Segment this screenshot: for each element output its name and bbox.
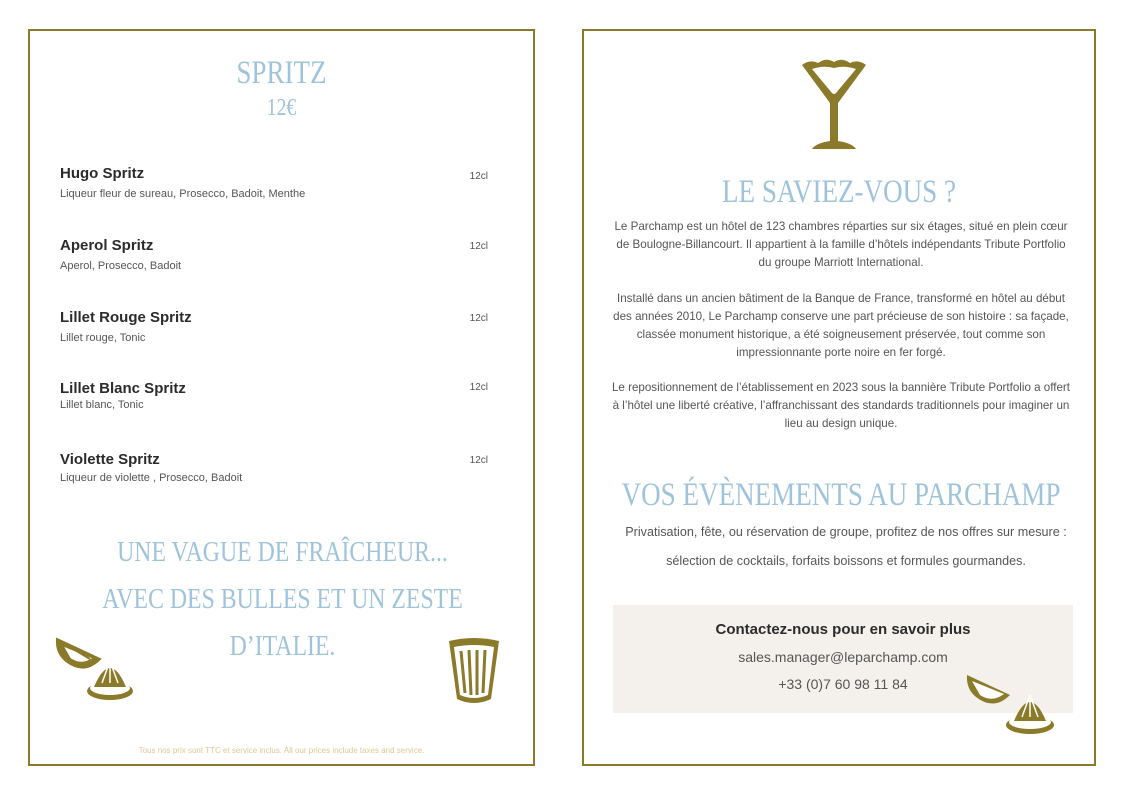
item-volume: 12cl: [469, 313, 488, 324]
section-title: SPRITZ: [236, 55, 327, 91]
events-title: VOS ÉVÈNEMENTS AU PARCHAMP: [621, 477, 1061, 513]
cocktail-glass-icon: [798, 57, 870, 153]
item-description: Aperol, Prosecco, Badoit: [60, 260, 182, 272]
contact-title: Contactez-nous pour en savoir plus: [715, 621, 971, 638]
item-description: Liqueur de violette , Prosecco, Badoit: [60, 472, 243, 484]
menu-item: [60, 165, 490, 200]
info-paragraph: Installé dans un ancien bâtiment de la Banque de France, transformé en hôtel au début des années 2010, Le Parchamp conserve une part précieuse de son histoire : sa façade, classée monument historique, a été soigneusement préservée, tout comme son impressionnante porte noire en fer forgé.: [613, 292, 1069, 359]
glass-icon: [445, 635, 503, 707]
item-name: Aperol Spritz: [60, 237, 154, 254]
contact-phone-link[interactable]: +33 (0)7 60 98 11 84: [778, 676, 908, 692]
item-volume: 12cl: [469, 455, 488, 466]
info-paragraph: Le Parchamp est un hôtel de 123 chambres réparties sur six étages, situé en plein cœur de Boulogne-Billancourt. Il appartient à la famille d’hôtels indépendants Tribute Portfolio du groupe Marriott International.: [614, 220, 1068, 269]
item-description: Lillet blanc, Tonic: [60, 399, 144, 411]
tagline: UNE VAGUE DE FRAÎCHEUR... AVEC DES BULLES ET UN ZESTE D’ITALIE.: [102, 536, 463, 662]
lemon-squeezer-icon: [54, 631, 136, 707]
contact-email-link[interactable]: sales.manager@leparchamp.com: [738, 649, 948, 665]
item-description: Lillet rouge, Tonic: [60, 332, 146, 344]
item-name: Hugo Spritz: [60, 165, 145, 182]
menu-item: [60, 451, 490, 484]
info-paragraph: Le repositionnement de l’établissement en 2023 sous la bannière Tribute Portfolio a offert à l’hôtel une liberté créative, l’affranchissant des standards traditionnels pour imaginer un lieu au design unique.: [611, 381, 1071, 430]
menu-item: [60, 309, 490, 344]
price-footnote: Tous nos prix sont TTC et service inclus. All our prices include taxes and service.: [138, 746, 425, 755]
menu-item: [60, 380, 490, 411]
menu-item: [60, 237, 490, 272]
item-description: Liqueur fleur de sureau, Prosecco, Badoit, Menthe: [60, 188, 306, 200]
item-volume: 12cl: [469, 382, 488, 393]
right-info-page: [582, 29, 1096, 766]
item-volume: 12cl: [469, 241, 488, 252]
item-name: Violette Spritz: [60, 451, 160, 468]
left-menu-page: [28, 29, 535, 766]
events-description: Privatisation, fête, ou réservation de groupe, profitez de nos offres sur mesure : sélection de cocktails, forfaits boissons et formules gourmandes.: [625, 525, 1067, 568]
item-name: Lillet Rouge Spritz: [60, 309, 192, 326]
item-volume: 12cl: [469, 171, 488, 182]
lemon-squeezer-icon: [964, 667, 1060, 743]
section-price: 12€: [266, 95, 297, 121]
item-name: Lillet Blanc Spritz: [60, 380, 186, 397]
did-you-know-title: LE SAVIEZ-VOUS ?: [721, 174, 957, 210]
